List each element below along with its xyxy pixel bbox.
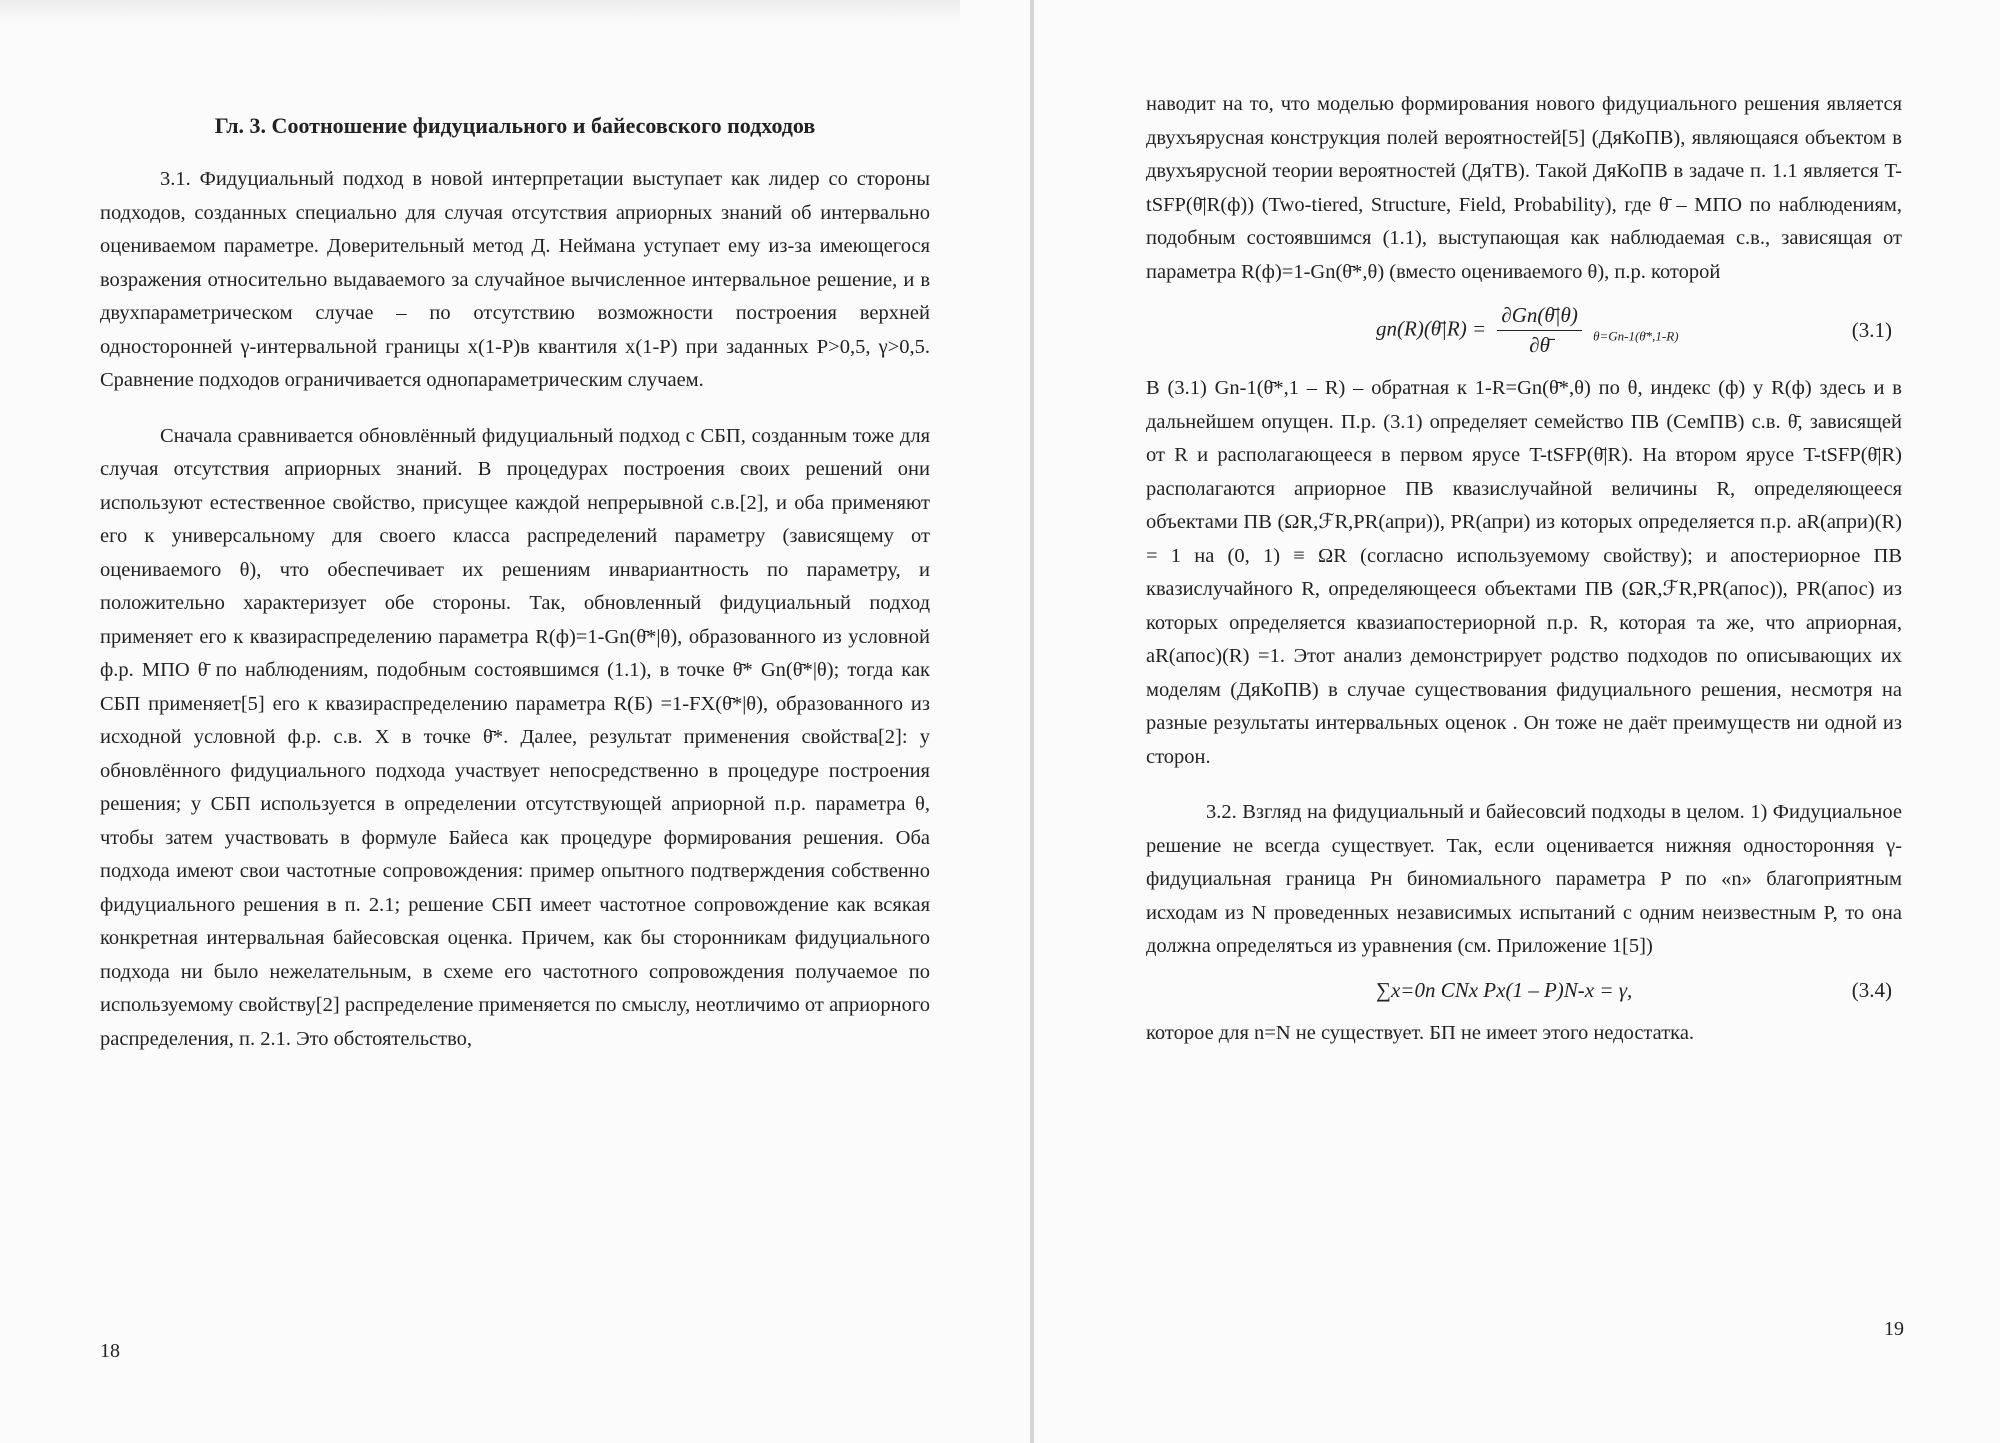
formula-3-1-fraction — [1497, 303, 1581, 358]
formula-3-4-number: (3.4) — [1851, 977, 1892, 1002]
formula-3-4 — [1146, 978, 1902, 1003]
formula-3-1-subscript: θ=Gn-1(θ̄*,1-R) — [1593, 328, 1679, 344]
chapter-heading: Гл. 3. Соотношение фидуциального и байесовского подходов — [214, 113, 816, 138]
paragraph-3-1: 3.1. Фидуциальный подход в новой интерпретации выступает как лидер со стороны подходов, созданных специально для случая отсутствия априорных знаний об интервально оцениваемом параметре. Доверительный метод Д. Неймана уступает ему из-за имеющегося возражения относительно выдаваемого за случайное вычисленное интервальное решение, и в двухпараметрическом случае – по отсутствию возможности построения верхней односторонней γ-интервальной границы x(1-P)в квантиля x(1-P) при заданных P>0,5, γ>0,5. Сравнение подходов ограничивается однопараметрическим случаем. — [100, 168, 930, 391]
paragraph-comparison: Сначала сравнивается обновлённый фидуциальный подход с СБП, созданным тоже для случая отсутствия априорных знаний. В процедурах построения своих решений они используют естественное свойство, присущее каждой непрерывной с.в.[2], и оба применяют его к универсальному для своего класса распределений параметру (зависящему от оцениваемого θ), что обеспечивает их решениям инвариантность по параметру, и положительно характеризует обе стороны. Так, обновленный фидуциальный подход применяет его к квазираспределению параметра R(ф)=1-Gn(θ̄*|θ), образованного из условной ф.р. МПО θ̄ по наблюдениям, подобным состоявшимся (1.1), в точке θ̄* Gn(θ̄*|θ); тогда как СБП применяет[5] его к квазираспределению параметра R(Б) =1-FX(θ̄*|θ), образованного из исходной условной ф.р. с.в. X в точке θ̄*. Далее, результат применения свойства[2]: у обновлённого фидуциального подхода участвует непосредственно в процедуре построения решения; у СБП используется в определении отсутствующей априорной п.р. параметра θ, чтобы затем участвовать в формуле Байеса как процедуре формирования решения. Оба подхода имеют свои частотные сопровождения: пример опытного подтверждения собственно фидуциального решения в п. 2.1; решение СБП имеет частотное сопровождение как всякая конкретная интервальная байесовская оценка. Причем, как бы сторонникам фидуциального подхода ни было нежелательным, в схеме его частотного сопровождения получаемое по используемому свойству[2] распределение применяется по смыслу, неотличимо от априорного распределения, п. 2.1. Это обстоятельство, — [100, 424, 930, 1050]
formula-3-1-denominator: ∂θ̄ — [1529, 333, 1550, 357]
page-number-right: 19 — [1884, 1318, 1904, 1340]
paragraph-3-1-explanation: В (3.1) Gn-1(θ̄*,1 – R) – обратная к 1-R=Gn(θ̄*,θ) по θ, индекс (ф) у R(ф) здесь и в дальнейшем опущен. П.р. (3.1) определяет семейство ПВ (СемПВ) с.в. θ̄, зависящей от R и располагающееся в первом ярусе T-tSFP(θ̄|R). На втором ярусе T-tSFP(θ̄|R) располагаются априорное ПВ квазислучайной величины R, определяющееся объектами ПВ (ΩR,ℱR,PR(апри)), PR(апри) из которых определяется п.р. aR(апри)(R) = 1 на (0, 1) ≡ ΩR (согласно используемому свойству); и апостериорное ПВ квазислучайного R, определяющееся объектами ПВ (ΩR,ℱR,PR(апос)), PR(апос) из которых определяется квазиапостериорной п.р. R, которая та же, что априорная, aR(апос)(R) =1. Этот анализ демонстрирует родство подходов по описывающих их моделям (ДяКоПВ) в случае существования фидуциального решения, несмотря на разные результаты интервальных оценок . Он тоже не даёт преимуществ ни одной из сторон. — [1146, 377, 1902, 768]
paragraph-conclusion: которое для n=N не существует. БП не имеет этого недостатка. — [1146, 1021, 1695, 1044]
formula-3-1-number: (3.1) — [1851, 318, 1892, 342]
right-page — [1034, 0, 2000, 1443]
paragraph-continuation: наводит на то, что моделью формирования нового фидуциального решения является двухъярусная конструкция полей вероятностей[5] (ДяКоПВ), являющаяся объектом в двухъярусной теории вероятностей (ДяТВ). Такой ДяКоПВ в задаче п. 1.1 является T-tSFP(θ̄|R(ф)) (Two-tiered, Structure, Field, Probability), где θ̄ – МПО по наблюдениям, подобным состоявшимся (1.1), выступающая как наблюдаемая с.в., зависящая от параметра R(ф)=1-Gn(θ̄*,θ) (вместо оцениваемого θ), п.р. которой — [1146, 93, 1902, 283]
formula-3-1-expression — [1376, 303, 1679, 358]
formula-3-4-expression: ∑x=0n CNx Px(1 – P)N-x = γ, — [1376, 977, 1633, 1002]
formula-3-1-lhs: gn(R)(θ̄|R) = — [1376, 316, 1487, 341]
paragraph-3-2: 3.2. Взгляд на фидуциальный и байесовсий подходы в целом. 1) Фидуциальное решение не всегда существует. Так, если оценивается нижняя односторонняя γ-фидуциальная граница Pн биномиального параметра P по «n» благоприятным исходам из N проведенных независимых испытаний с одним неизвестным P, то она должна определяться из уравнения (см. Приложение 1[5]) — [1146, 801, 1902, 957]
formula-3-1-numerator: ∂Gn(θ̄|θ) — [1497, 303, 1581, 331]
formula-3-1 — [1146, 303, 1902, 358]
page-number-left: 18 — [100, 1340, 120, 1362]
